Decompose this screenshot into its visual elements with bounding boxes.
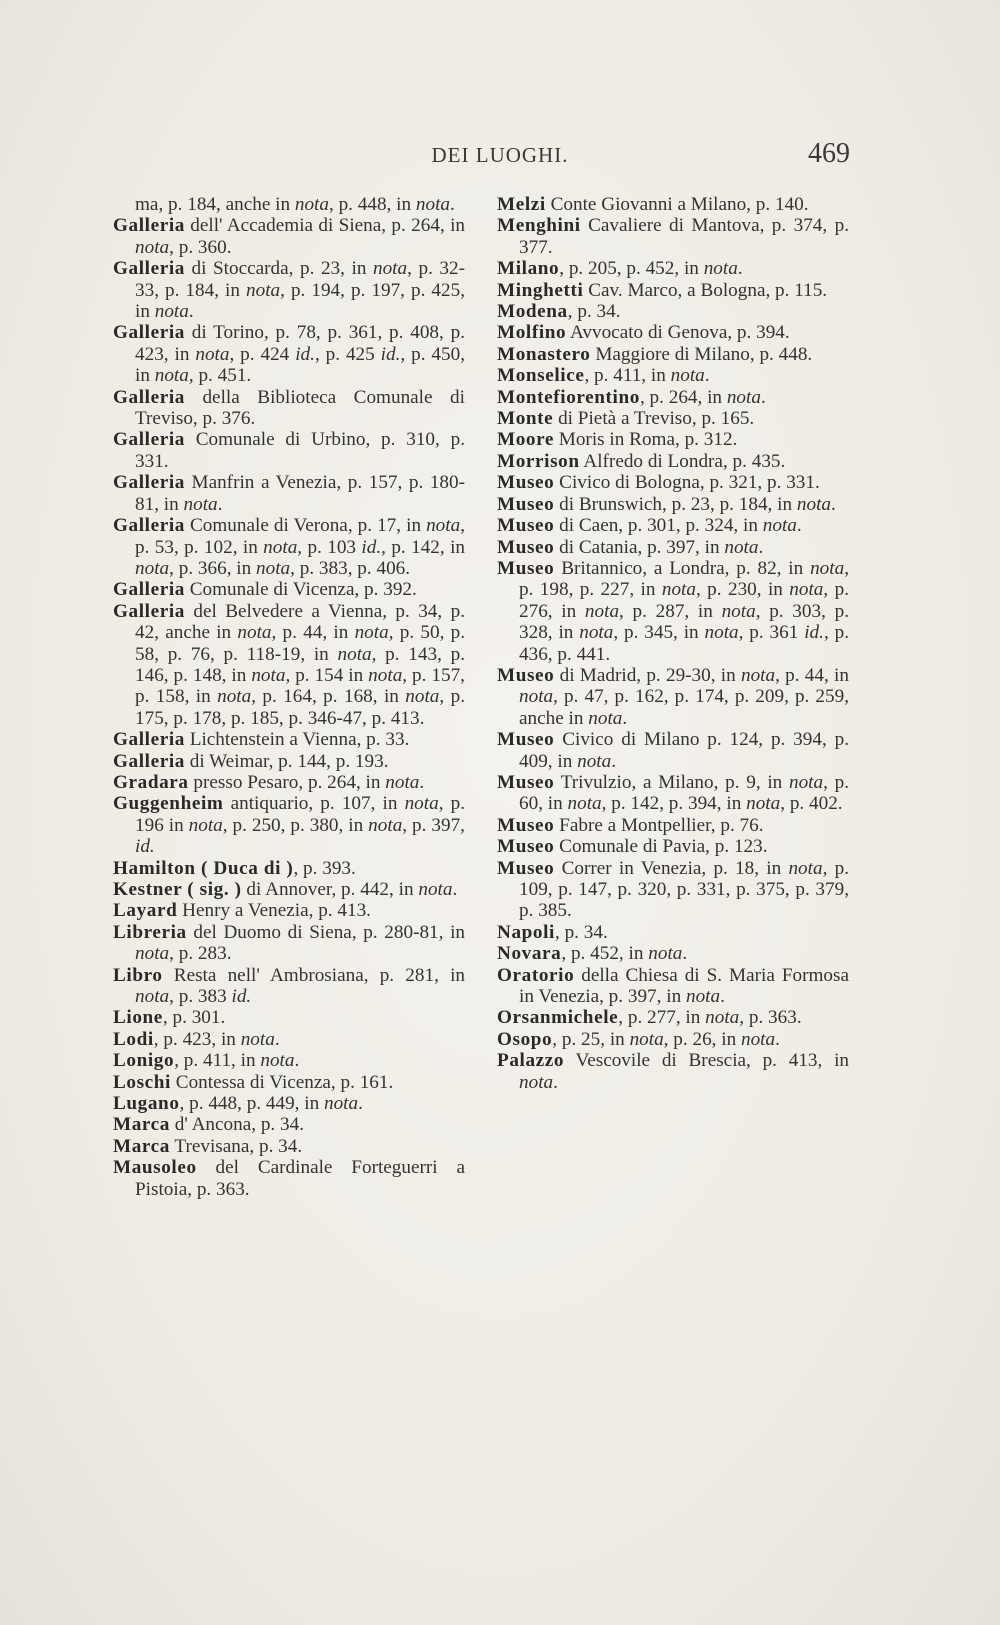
index-entry xyxy=(113,751,465,772)
entry-headword: Kestner ( sig. ) xyxy=(113,879,242,900)
index-entry xyxy=(113,258,465,322)
index-entry xyxy=(497,365,849,386)
entry-text: , p. 448, p. 449, in xyxy=(179,1093,324,1115)
entry-text: . xyxy=(758,536,764,558)
entry-text: Vescovile di Brescia, p. 413, in xyxy=(564,1050,849,1072)
entry-text: Resta nell' Ambrosiana, p. 281, in xyxy=(162,964,465,986)
entry-italic-text: nota xyxy=(789,579,824,601)
entry-text: . xyxy=(274,1028,280,1050)
entry-italic-text: nota xyxy=(724,536,759,558)
index-entry xyxy=(113,429,465,472)
index-entry xyxy=(113,1093,465,1114)
index-entry xyxy=(497,815,849,836)
entry-text: , p. 60, in xyxy=(519,771,850,815)
index-entry xyxy=(113,965,465,1008)
entry-headword: Galleria xyxy=(113,258,185,280)
entry-text: , p. 164, p. 168, in xyxy=(251,686,406,708)
entry-text: . xyxy=(682,943,688,965)
entry-text: , p. 26, in xyxy=(663,1028,741,1050)
entry-italic-text: nota xyxy=(579,622,614,644)
entry-text: Civico di Bologna, p. 321, p. 331. xyxy=(554,472,820,494)
entry-text: . xyxy=(553,1071,558,1093)
entry-text: , p. 363. xyxy=(739,1007,802,1029)
entry-italic-text: nota xyxy=(195,343,230,365)
entry-italic-text: nota xyxy=(577,750,612,772)
entry-italic-text: nota xyxy=(135,236,170,258)
entry-headword: Museo xyxy=(497,836,555,858)
entry-italic-text: nota xyxy=(705,1007,740,1029)
index-entry xyxy=(113,922,465,965)
entry-italic-text: nota xyxy=(629,1028,664,1050)
entry-italic-text: nota xyxy=(519,1071,554,1093)
entry-headword: Lodi xyxy=(113,1028,154,1050)
index-entry xyxy=(113,1136,465,1157)
entry-italic-text: nota xyxy=(368,664,403,686)
entry-italic-text: nota xyxy=(240,1028,275,1050)
entry-text: , p. 383, p. 406. xyxy=(290,557,411,579)
entry-text: , p. 230, in xyxy=(695,579,790,601)
index-entry xyxy=(113,1157,465,1200)
entry-italic-text: nota xyxy=(135,986,170,1008)
entry-text: Henry a Venezia, p. 413. xyxy=(177,900,371,922)
entry-text: di Pietà a Treviso, p. 165. xyxy=(553,408,755,430)
index-entry xyxy=(113,194,465,215)
entry-text: Britannico, a Londra, p. 82, in xyxy=(554,557,811,579)
entry-text: , p. 452, in xyxy=(561,943,649,965)
index-entry xyxy=(497,1029,849,1050)
index-entry xyxy=(113,322,465,386)
entry-italic-text: nota xyxy=(263,536,298,558)
entry-italic-text: nota xyxy=(188,814,223,836)
entry-text: del Cardinale Forteguerri a Pistoia, p. 363. xyxy=(135,1157,465,1200)
entry-text: Comunale di Vicenza, p. 392. xyxy=(184,579,417,601)
index-entry xyxy=(113,515,465,579)
entry-text: , p. 283. xyxy=(169,943,232,965)
entry-italic-text: nota xyxy=(740,1028,776,1050)
entry-text: dell' Accademia di Siena, p. 264, in xyxy=(184,215,465,237)
entry-text: , p. 303, p. 328, in xyxy=(519,600,849,644)
entry-headword: Galleria xyxy=(113,579,185,601)
entry-text: , p. 44, in xyxy=(775,664,849,686)
entry-text: Fabre a Montpellier, p. 76. xyxy=(554,814,764,836)
entry-text: presso Pesaro, p. 264, in xyxy=(188,771,386,793)
entry-text: , p. 53, p. 102, in xyxy=(135,515,465,558)
entry-italic-text: nota xyxy=(183,493,218,515)
entry-italic-text: nota xyxy=(404,793,439,815)
entry-italic-text: nota xyxy=(354,622,389,644)
entry-text: , p. 142, in xyxy=(381,536,465,558)
index-entry xyxy=(497,965,849,1008)
entry-text: . xyxy=(611,750,617,772)
entry-text: di Catania, p. 397, in xyxy=(554,536,725,558)
entry-text: , p. 397, xyxy=(402,814,465,836)
entry-italic-text: nota xyxy=(704,622,739,644)
entry-text: Trevisana, p. 34. xyxy=(169,1135,303,1157)
entry-headword: Libreria xyxy=(113,921,187,943)
entry-text: , p. 411, in xyxy=(174,1050,261,1072)
page-number: 469 xyxy=(808,138,850,169)
entry-italic-text: nota xyxy=(405,686,440,708)
entry-text: , p. 205, p. 452, in xyxy=(559,258,704,280)
entry-text: . xyxy=(188,301,194,323)
entry-italic-text: nota xyxy=(135,943,170,965)
entry-headword: Libro xyxy=(113,964,163,986)
index-entry xyxy=(497,451,849,472)
entry-text: , p. 264, in xyxy=(639,386,727,408)
index-entry xyxy=(497,258,849,279)
index-entry xyxy=(497,494,849,515)
entry-headword: Novara xyxy=(497,943,562,965)
entry-italic-text: id. xyxy=(295,343,315,365)
index-entry xyxy=(113,472,465,515)
entry-headword: Museo xyxy=(497,857,555,879)
entry-text: d' Ancona, p. 34. xyxy=(169,1114,305,1136)
entry-headword: Museo xyxy=(497,472,555,494)
entry-text: , p. 436, p. 441. xyxy=(519,622,849,665)
entry-text: Correr in Venezia, p. 18, in xyxy=(554,857,789,879)
entry-italic-text: nota xyxy=(670,365,705,387)
entry-italic-text: nota xyxy=(661,579,696,601)
index-entry xyxy=(113,1029,465,1050)
entry-text: Civico di Milano p. 124, p. 394, p. 409, in xyxy=(519,729,849,772)
entry-text: , p. 157, p. 158, in xyxy=(135,664,465,708)
entry-text: , p. 345, in xyxy=(613,622,705,644)
entry-text: di Madrid, p. 29-30, in xyxy=(554,664,741,686)
entry-text: , p. 448, in xyxy=(328,194,416,215)
entry-headword: Guggenheim xyxy=(113,793,224,815)
index-entry xyxy=(497,215,849,258)
entry-text: del Belvedere a Vienna, p. 34, p. 42, anche in xyxy=(135,600,465,644)
entry-headword: Modena xyxy=(497,301,568,323)
entry-italic-text: nota xyxy=(746,793,781,815)
index-entry xyxy=(113,729,465,750)
entry-text: . xyxy=(760,386,766,408)
index-entry xyxy=(497,558,849,665)
index-entry xyxy=(497,858,849,922)
entry-headword: Lugano xyxy=(113,1093,180,1115)
entry-text: , p. 287, in xyxy=(619,600,722,622)
entry-text: , p. 196 in xyxy=(135,793,466,836)
entry-italic-text: nota xyxy=(810,557,845,579)
entry-italic-text: nota xyxy=(703,258,738,280)
entry-text: , p. 366, in xyxy=(169,557,257,579)
entry-text: Maggiore di Milano, p. 448. xyxy=(590,343,813,365)
entry-headword: Galleria xyxy=(113,322,185,344)
index-entry xyxy=(497,943,849,964)
entry-headword: Milano xyxy=(497,258,560,280)
entry-text: Comunale di Urbino, p. 310, p. 331. xyxy=(135,429,465,472)
entry-text: , p. 44, in xyxy=(271,622,355,644)
entry-headword: Galleria xyxy=(113,386,185,408)
entry-headword: Museo xyxy=(497,729,555,751)
entry-italic-text: nota xyxy=(256,557,291,579)
entry-text: Avvocato di Genova, p. 394. xyxy=(566,322,790,344)
entry-text: della Chiesa di S. Maria Formosa in Venezia, p. 397, in xyxy=(519,964,849,1008)
entry-italic-text: nota xyxy=(385,771,420,793)
entry-text: , p. 34. xyxy=(567,301,621,323)
entry-text: di Caen, p. 301, p. 324, in xyxy=(554,515,763,537)
entry-text: di Torino, p. 78, p. 361, p. 408, p. 423, in xyxy=(135,322,465,365)
entry-headword: Marca xyxy=(113,1135,170,1157)
entry-headword: Museo xyxy=(497,814,555,836)
entry-text: , p. 103 xyxy=(297,536,362,558)
entry-italic-text: nota xyxy=(788,857,823,879)
entry-text: , p. 142, p. 394, in xyxy=(601,793,747,815)
entry-text: , p. 451. xyxy=(188,365,252,387)
index-entry xyxy=(113,858,465,879)
index-entry xyxy=(113,1050,465,1071)
entry-text: , p. 198, p. 227, in xyxy=(519,557,849,601)
index-entry xyxy=(497,472,849,493)
entry-headword: Palazzo xyxy=(497,1050,565,1072)
entry-text: Comunale di Pavia, p. 123. xyxy=(554,836,768,858)
entry-text: , p. 143, p. 146, p. 148, in xyxy=(135,643,465,686)
entry-text: , p. 154 in xyxy=(285,664,369,686)
entry-italic-text: nota xyxy=(721,600,756,622)
index-entry xyxy=(113,793,465,857)
entry-headword: Mausoleo xyxy=(113,1157,197,1179)
entry-headword: Galleria xyxy=(113,472,185,494)
entry-text: , p. 276, in xyxy=(519,579,849,622)
entry-text: Alfredo di Londra, p. 435. xyxy=(579,450,786,472)
entry-text: della Biblioteca Comunale di Treviso, p. 376. xyxy=(135,386,465,430)
entry-headword: Oratorio xyxy=(497,964,575,986)
entry-italic-text: nota xyxy=(368,814,403,836)
entry-headword: Montefiorentino xyxy=(497,386,640,408)
index-entry xyxy=(497,344,849,365)
index-entry xyxy=(497,194,849,215)
entry-headword: Museo xyxy=(497,536,555,558)
entry-text: . xyxy=(419,771,425,793)
entry-text: , p. 194, p. 197, p. 425, in xyxy=(135,279,465,323)
entry-text: di Stoccarda, p. 23, in xyxy=(184,258,373,280)
index-entry xyxy=(497,537,849,558)
entry-italic-text: nota xyxy=(685,986,721,1008)
entry-text: Conte Giovanni a Milano, p. 140. xyxy=(545,194,809,215)
entry-text: di Annover, p. 442, in xyxy=(241,879,419,900)
entry-text: . xyxy=(704,365,710,387)
entry-italic-text: nota xyxy=(762,515,797,537)
entry-headword: Monselice xyxy=(497,365,585,387)
entry-text: . xyxy=(622,707,628,729)
entry-text: . xyxy=(294,1050,300,1072)
entry-headword: Napoli xyxy=(497,921,555,943)
index-entry xyxy=(497,772,849,815)
index-entry xyxy=(497,729,849,772)
entry-headword: Galleria xyxy=(113,729,185,751)
entry-italic-text: nota xyxy=(323,1093,359,1115)
entry-headword: Morrison xyxy=(497,450,580,472)
entry-text: . xyxy=(831,493,836,515)
entry-italic-text: nota xyxy=(796,493,831,515)
entry-headword: Lione xyxy=(113,1007,163,1029)
entry-italic-text: nota xyxy=(154,301,189,323)
entry-text: Lichtenstein a Vienna, p. 33. xyxy=(184,729,410,751)
index-entry xyxy=(113,879,465,900)
entry-text: ma, p. 184, anche in xyxy=(135,194,295,215)
entry-headword: Layard xyxy=(113,900,178,922)
entry-italic-text: nota xyxy=(740,664,776,686)
entry-text: , p. 402. xyxy=(780,793,843,815)
entry-headword: Museo xyxy=(497,493,555,515)
entry-headword: Museo xyxy=(497,515,555,537)
index-entry xyxy=(113,1114,465,1135)
entry-text: , p. 301. xyxy=(162,1007,226,1029)
entry-italic-text: nota xyxy=(415,194,450,215)
entry-headword: Menghini xyxy=(497,215,581,237)
index-entry xyxy=(497,322,849,343)
entry-italic-text: nota xyxy=(788,771,824,793)
entry-headword: Galleria xyxy=(113,429,185,451)
entry-text: , p. 361 xyxy=(738,622,805,644)
entry-text: , p. 423, in xyxy=(153,1028,241,1050)
entry-text: , p. 424 xyxy=(229,343,296,365)
index-entry xyxy=(497,515,849,536)
entry-text: . xyxy=(796,515,802,537)
entry-text: , p. 450, in xyxy=(135,343,466,387)
entry-text: antiquario, p. 107, in xyxy=(223,793,405,815)
entry-text: Comunale di Verona, p. 17, in xyxy=(184,515,427,537)
entry-headword: Lonigo xyxy=(113,1050,175,1072)
entry-italic-text: id. xyxy=(380,343,401,365)
entry-italic-text: nota xyxy=(294,194,329,215)
entry-headword: Melzi xyxy=(497,194,546,215)
entry-text: di Weimar, p. 144, p. 193. xyxy=(184,750,389,772)
entry-text: Cavaliere di Mantova, p. 374, p. 377. xyxy=(519,215,849,258)
entry-text: , p. 32-33, p. 184, in xyxy=(135,258,465,301)
entry-italic-text: nota xyxy=(726,386,761,408)
entry-italic-text: nota xyxy=(154,365,189,387)
entry-text: , p. 175, p. 178, p. 185, p. 346-47, p. 413. xyxy=(135,686,465,729)
entry-headword: Museo xyxy=(497,771,555,793)
entry-text: , p. 411, in xyxy=(584,365,671,387)
index-column-right xyxy=(497,194,849,1093)
entry-headword: Molfino xyxy=(497,322,567,344)
index-entry xyxy=(497,1050,849,1093)
entry-text: . xyxy=(358,1093,363,1115)
entry-italic-text: nota xyxy=(135,557,170,579)
index-entry xyxy=(113,900,465,921)
entry-headword: Hamilton ( Duca di ) xyxy=(113,857,294,879)
entry-italic-text: nota xyxy=(372,258,408,280)
entry-italic-text: nota xyxy=(246,279,281,301)
entry-headword: Monte xyxy=(497,408,554,430)
entry-headword: Galleria xyxy=(113,515,185,537)
entry-text: di Brunswich, p. 23, p. 184, in xyxy=(554,493,797,515)
index-entry xyxy=(113,579,465,600)
entry-text: , p. 109, p. 147, p. 320, p. 331, p. 375, p. 379, p. 385. xyxy=(519,857,849,922)
running-title: DEI LUOGHI. xyxy=(431,143,569,167)
entry-headword: Loschi xyxy=(113,1071,171,1093)
entry-text: del Duomo di Siena, p. 280-81, in xyxy=(186,921,465,943)
entry-headword: Monastero xyxy=(497,343,591,365)
index-entry xyxy=(113,215,465,258)
entry-italic-text: nota xyxy=(584,600,620,622)
entry-text: . xyxy=(720,986,725,1008)
entry-text: , p. 47, p. 162, p. 174, p. 209, p. 259, anche in xyxy=(519,686,849,729)
entry-italic-text: id. xyxy=(804,622,824,644)
entry-text: , p. 250, p. 380, in xyxy=(222,814,369,836)
index-entry xyxy=(113,1007,465,1028)
entry-headword: Minghetti xyxy=(497,279,584,301)
index-entry xyxy=(113,601,465,729)
index-column-left xyxy=(113,194,465,1200)
entry-italic-text: nota xyxy=(418,879,453,900)
entry-italic-text: id. xyxy=(135,836,155,858)
entry-text: , p. 383 xyxy=(169,986,232,1008)
entry-headword: Osopo xyxy=(497,1028,553,1050)
index-entry xyxy=(497,280,849,301)
entry-italic-text: nota xyxy=(251,664,286,686)
entry-text: Manfrin a Venezia, p. 157, p. 180-81, in xyxy=(135,472,465,515)
entry-text: , p. 50, p. 58, p. 76, p. 118-19, in xyxy=(135,622,465,665)
entry-text: , p. 360. xyxy=(169,236,232,258)
index-entry xyxy=(497,1007,849,1028)
entry-text: , p. 393. xyxy=(293,857,356,879)
entry-text: , p. 277, in xyxy=(618,1007,706,1029)
index-entry xyxy=(497,301,849,322)
entry-headword: Moore xyxy=(497,429,554,451)
entry-text: Moris in Roma, p. 312. xyxy=(553,429,738,451)
index-entry xyxy=(497,429,849,450)
entry-headword: Museo xyxy=(497,557,555,579)
entry-text: . xyxy=(217,493,223,515)
entry-headword: Orsanmichele xyxy=(497,1007,619,1029)
index-entry xyxy=(113,772,465,793)
entry-italic-text: nota xyxy=(567,793,602,815)
index-entry xyxy=(497,836,849,857)
entry-headword: Museo xyxy=(497,664,555,686)
entry-italic-text: nota xyxy=(217,686,252,708)
entry-italic-text: nota xyxy=(237,622,272,644)
index-entry xyxy=(497,665,849,729)
entry-italic-text: nota xyxy=(260,1050,295,1072)
index-entry xyxy=(497,922,849,943)
entry-text: , p. 25, in xyxy=(552,1028,630,1050)
index-entry xyxy=(113,1072,465,1093)
entry-text: Cav. Marco, a Bologna, p. 115. xyxy=(583,279,828,301)
entry-headword: Gradara xyxy=(113,771,189,793)
entry-text: Trivulzio, a Milano, p. 9, in xyxy=(554,771,789,793)
entry-italic-text: nota xyxy=(588,707,623,729)
index-entry xyxy=(113,387,465,430)
entry-text: Contessa di Vicenza, p. 161. xyxy=(170,1071,394,1093)
entry-text: . xyxy=(737,258,743,280)
entry-text: , p. 425 xyxy=(314,343,381,365)
entry-headword: Marca xyxy=(113,1114,170,1136)
entry-italic-text: id. xyxy=(231,986,252,1008)
entry-text: , p. 34. xyxy=(554,921,608,943)
entry-text: . xyxy=(775,1028,780,1050)
entry-italic-text: id. xyxy=(361,536,382,558)
index-entry xyxy=(497,387,849,408)
entry-headword: Galleria xyxy=(113,750,185,772)
entry-italic-text: nota xyxy=(337,643,372,665)
index-entry xyxy=(497,408,849,429)
entry-text: . xyxy=(450,194,455,215)
entry-italic-text: nota xyxy=(426,515,461,537)
entry-italic-text: nota xyxy=(648,943,683,965)
entry-headword: Galleria xyxy=(113,600,185,622)
entry-headword: Galleria xyxy=(113,215,185,237)
entry-text: . xyxy=(452,879,458,900)
entry-italic-text: nota xyxy=(519,686,554,708)
